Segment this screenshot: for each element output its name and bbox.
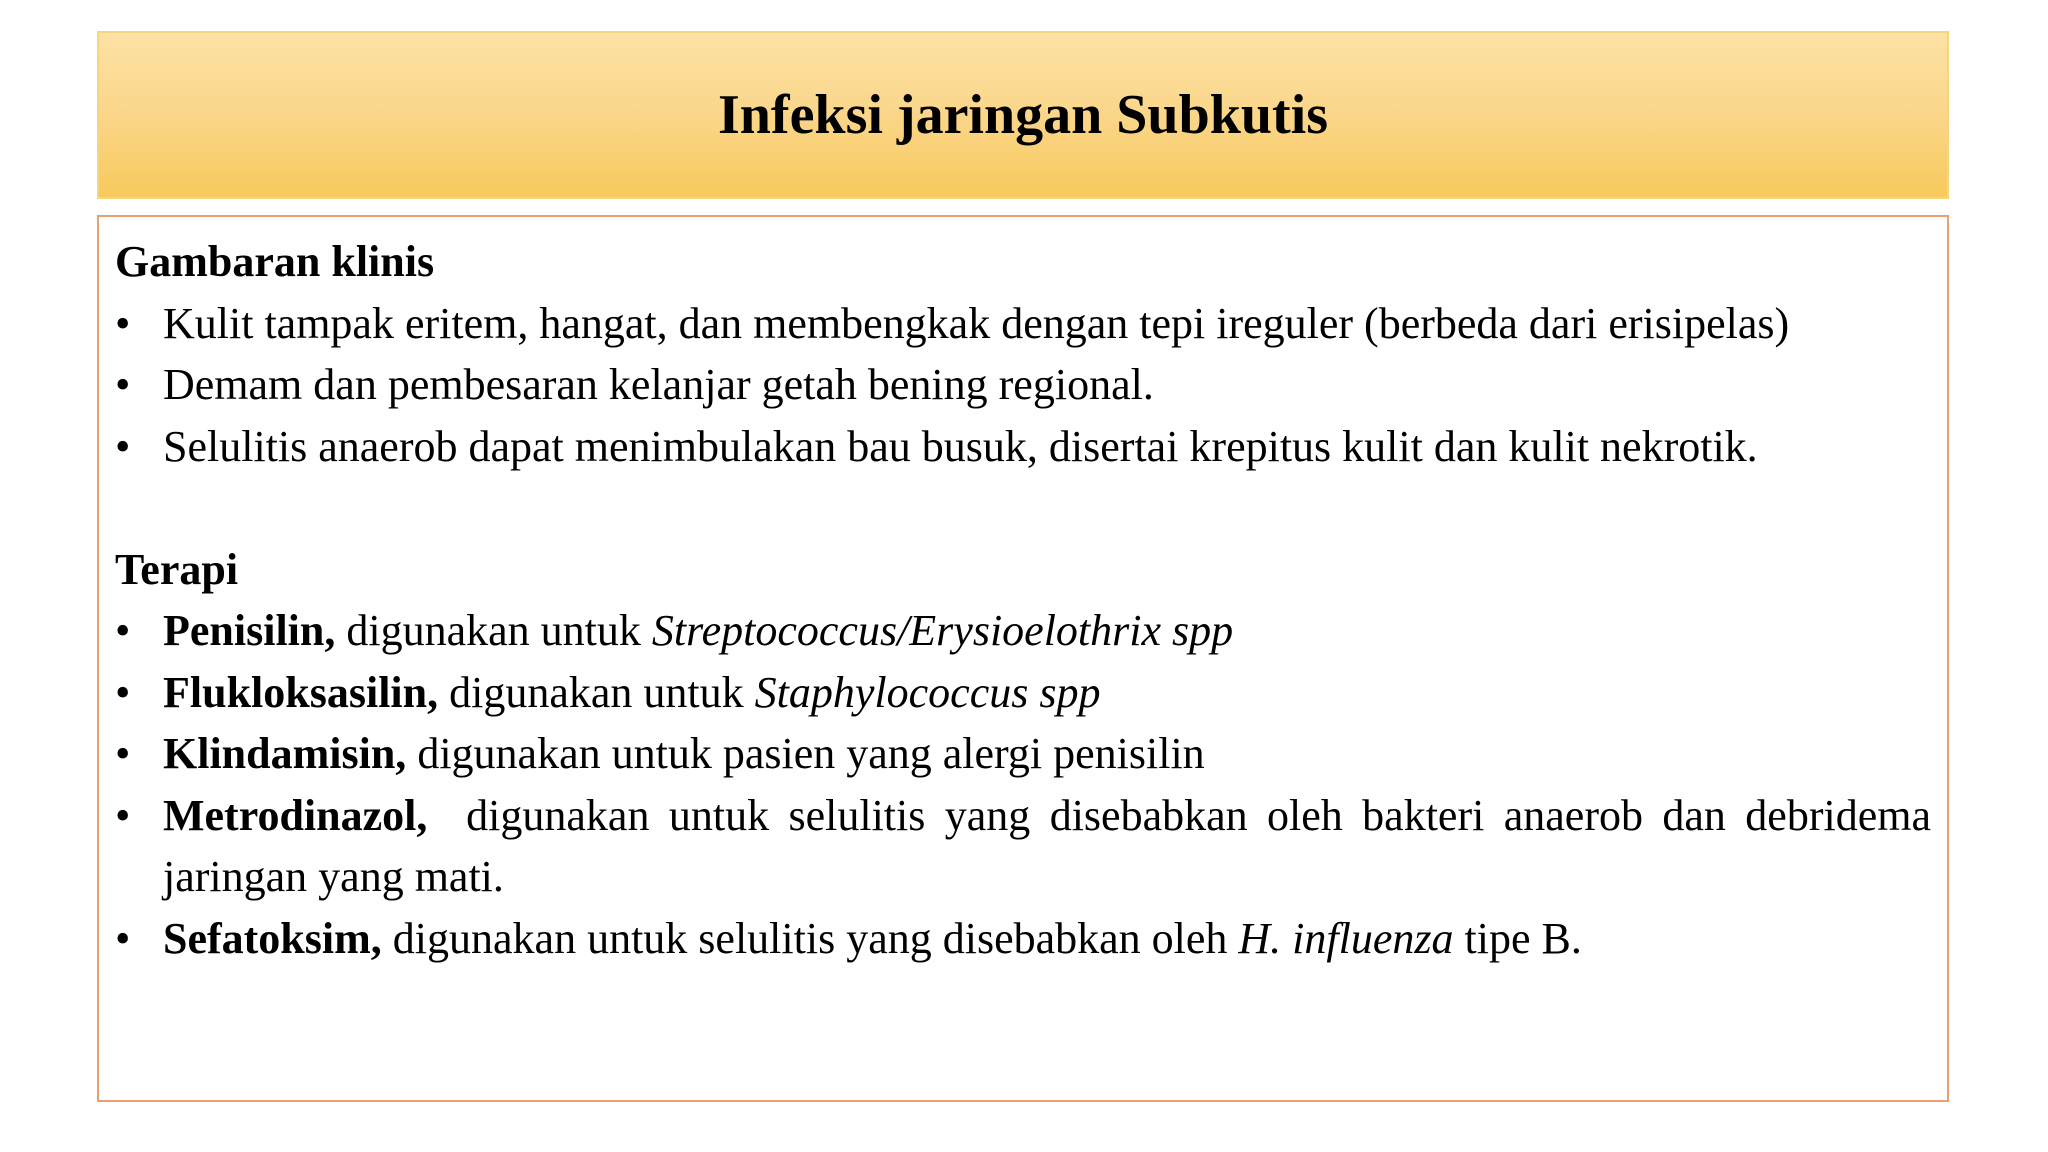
clinical-item [115, 293, 1931, 355]
clinical-item-text: Kulit tampak eritem, hangat, dan membengkak dengan tepi ireguler (berbeda dari erisipelas) [163, 298, 1790, 348]
clinical-item [115, 416, 1931, 478]
bullet-icon: • [115, 667, 131, 717]
organism-name: H. influenza [1238, 913, 1454, 963]
therapy-item [115, 723, 1931, 785]
bullet-icon: • [115, 913, 131, 963]
slide-content-box [97, 215, 1949, 1102]
therapy-item [115, 600, 1931, 662]
therapy-item [115, 662, 1931, 724]
bullet-icon: • [115, 298, 131, 348]
bullet-icon: • [115, 606, 131, 655]
therapy-item [115, 908, 1931, 970]
clinical-item-text: Selulitis anaerob dapat menimbulakan bau busuk, disertai krepitus kulit dan kulit nekrotik. [163, 421, 1758, 471]
therapy-item [115, 785, 1942, 908]
therapy-text: digunakan untuk pasien yang alergi penisilin [406, 729, 1205, 778]
clinical-item [115, 354, 1931, 416]
drug-name: Sefatoksim, [163, 913, 382, 963]
clinical-list [115, 293, 1931, 478]
bullet-icon: • [115, 790, 131, 840]
drug-name: Flukloksasilin, [163, 667, 439, 717]
bullet-icon: • [115, 729, 131, 778]
therapy-list [115, 600, 1942, 969]
organism-name: Streptococcus/Erysioelothrix spp [651, 606, 1234, 655]
organism-name: Staphylococcus spp [754, 667, 1101, 717]
therapy-text: digunakan untuk [335, 606, 652, 655]
clinical-heading: Gambaran klinis [115, 237, 435, 286]
clinical-item-text: Demam dan pembesaran kelanjar getah bening regional. [163, 360, 1154, 409]
drug-name: Metrodinazol, [163, 790, 428, 840]
therapy-text: digunakan untuk selulitis yang disebabkan oleh [381, 913, 1239, 963]
section-spacer [115, 477, 1931, 539]
bullet-icon: • [115, 360, 131, 409]
therapy-tail: tipe B. [1453, 913, 1582, 963]
therapy-text: digunakan untuk [438, 667, 755, 717]
drug-name: Klindamisin, [163, 729, 407, 778]
therapy-heading: Terapi [115, 544, 239, 594]
slide-title: Infeksi jaringan Subkutis [717, 84, 1328, 146]
slide-title-banner [97, 31, 1949, 199]
therapy-text: digunakan untuk selulitis yang disebabkan oleh bakteri anaerob dan debridema jaringan yang mati. [163, 790, 1942, 901]
drug-name: Penisilin, [163, 606, 336, 655]
bullet-icon: • [115, 421, 131, 471]
